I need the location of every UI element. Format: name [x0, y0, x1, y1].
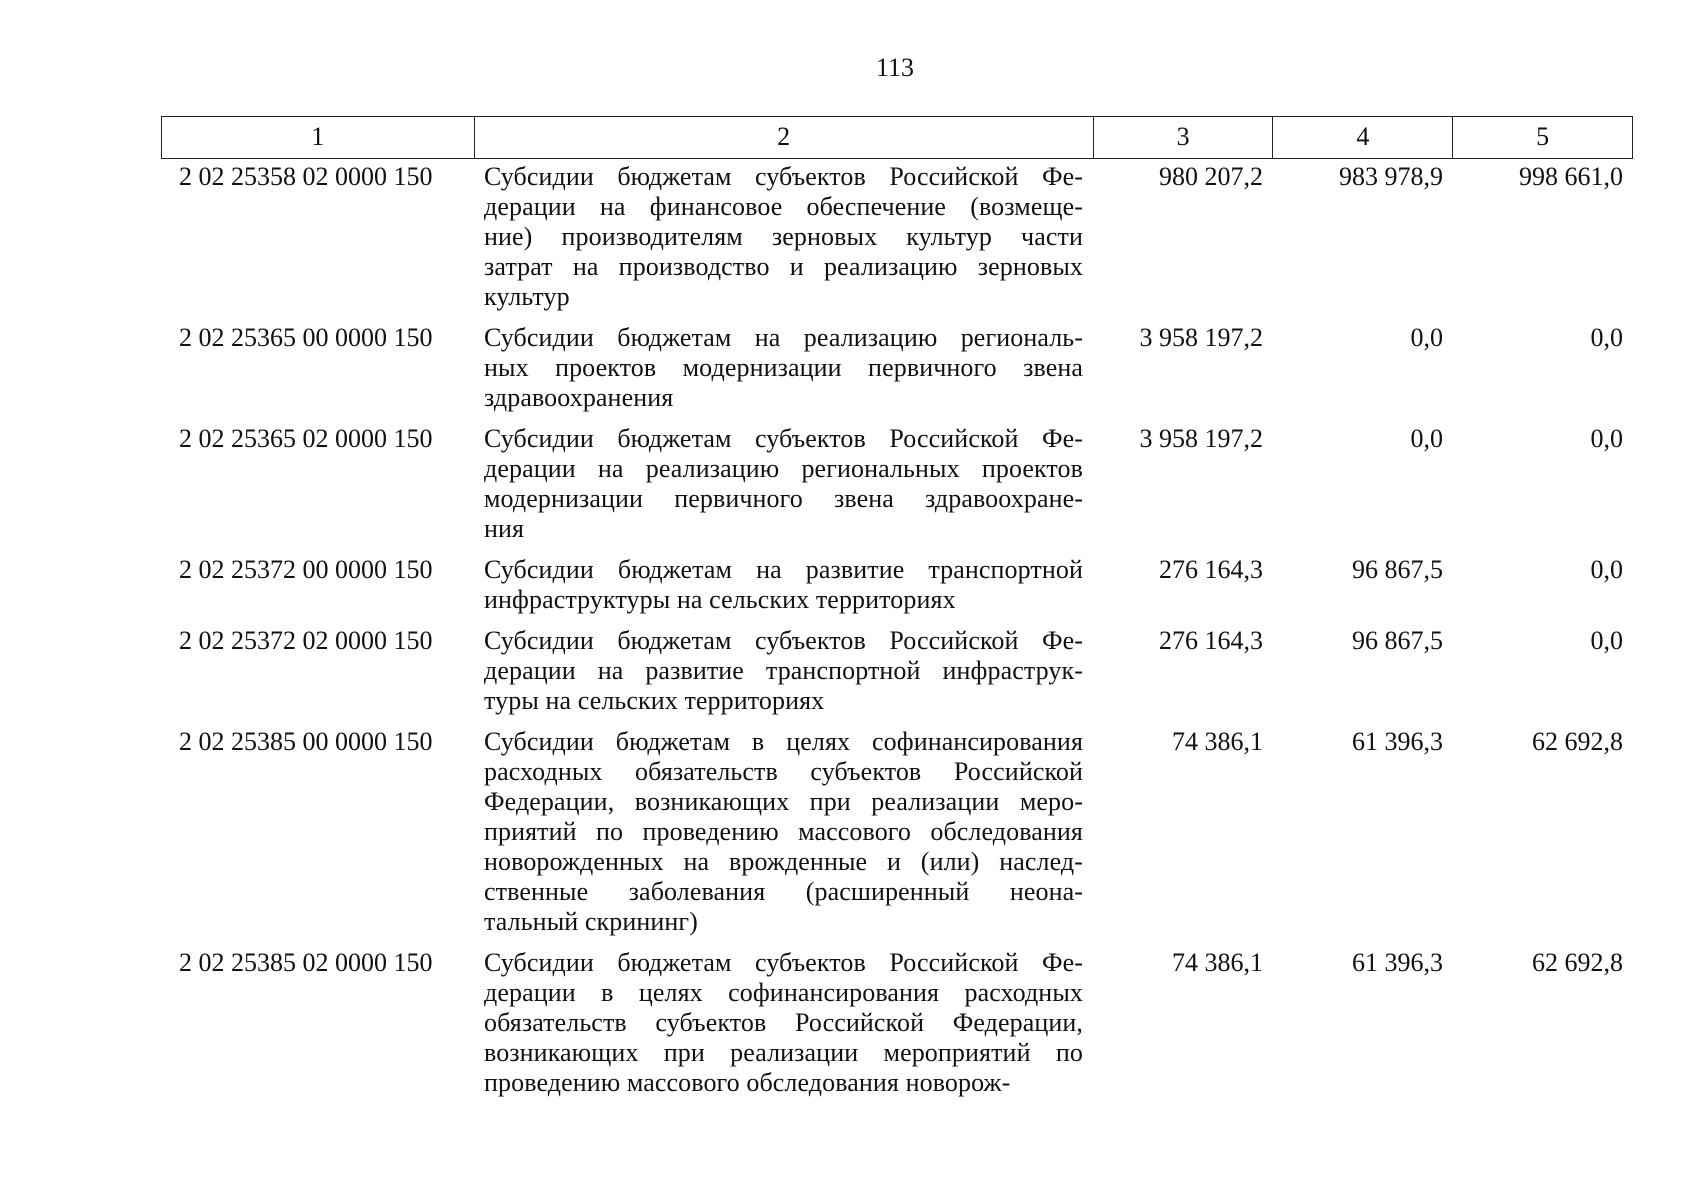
amount-cell-col-5: 0,0	[1590, 555, 1623, 584]
table-header-row	[161, 116, 1633, 159]
description-line: ния	[484, 514, 525, 543]
amount-cell-col-4: 96 867,5	[1352, 555, 1443, 584]
table-row	[161, 162, 1633, 312]
description-line: Федерации, возникающих при реализации меро-	[484, 787, 1083, 816]
description-cell	[473, 424, 1093, 544]
budget-code-cell: 2 02 25385 02 0000 150	[179, 948, 433, 977]
description-cell	[473, 948, 1093, 1098]
amount-cell-col-4: 61 396,3	[1352, 727, 1443, 756]
description-line: ственные заболевания (расширенный неона-	[484, 877, 1083, 906]
table-row	[161, 948, 1633, 1098]
amount-cell-col-4: 96 867,5	[1352, 626, 1443, 655]
description-line: туры на сельских территориях	[484, 686, 825, 715]
description-line: здравоохранения	[484, 383, 674, 412]
table-body	[161, 159, 1633, 1098]
amount-cell-col-4: 0,0	[1410, 424, 1443, 453]
amount-cell-col-4: 61 396,3	[1352, 948, 1443, 977]
column-header-5: 5	[1452, 117, 1632, 158]
amount-cell-col-3: 276 164,3	[1159, 555, 1263, 584]
description-line: расходных обязательств субъектов Российской	[484, 757, 1083, 786]
description-line: дерации на развитие транспортной инфраструк-	[484, 656, 1083, 685]
budget-table	[161, 116, 1633, 1109]
budget-code-cell: 2 02 25385 00 0000 150	[179, 727, 433, 756]
description-line: культур	[484, 282, 570, 311]
amount-cell-col-5: 0,0	[1590, 626, 1623, 655]
budget-code-cell: 2 02 25365 00 0000 150	[179, 323, 433, 352]
amount-cell-col-4: 983 978,9	[1339, 162, 1443, 191]
amount-cell-col-5: 62 692,8	[1532, 948, 1623, 977]
description-line: Субсидии бюджетам субъектов Российской Фе-	[484, 162, 1083, 191]
column-header-3: 3	[1093, 117, 1273, 158]
table-row	[161, 727, 1633, 937]
column-header-2: 2	[474, 117, 1093, 158]
budget-code-cell: 2 02 25358 02 0000 150	[179, 162, 433, 191]
description-line: Субсидии бюджетам на развитие транспортной	[484, 555, 1083, 584]
budget-code-cell: 2 02 25372 00 0000 150	[179, 555, 433, 584]
amount-cell-col-5: 0,0	[1590, 323, 1623, 352]
column-header-1: 1	[311, 122, 325, 151]
description-cell	[473, 323, 1093, 413]
description-line: приятий по проведению массового обследования	[484, 817, 1083, 846]
description-cell	[473, 626, 1093, 716]
description-line: обязательств субъектов Российской Федерации,	[484, 1008, 1083, 1037]
amount-cell-col-3: 3 958 197,2	[1139, 323, 1263, 352]
budget-code-cell: 2 02 25372 02 0000 150	[179, 626, 433, 655]
description-line: модернизации первичного звена здравоохране-	[484, 484, 1083, 513]
column-header-4: 4	[1272, 117, 1452, 158]
description-line: проведению массового обследования новорож-	[484, 1068, 1011, 1097]
table-row	[161, 555, 1633, 615]
description-line: инфраструктуры на сельских территориях	[484, 585, 956, 614]
description-cell	[473, 162, 1093, 312]
description-line: дерации на финансовое обеспечение (возмеще-	[484, 192, 1083, 221]
description-line: Субсидии бюджетам субъектов Российской Фе-	[484, 948, 1083, 977]
description-line: тальный скрининг)	[484, 907, 698, 936]
amount-cell-col-5: 998 661,0	[1519, 162, 1623, 191]
description-line: дерации на реализацию региональных проектов	[484, 454, 1083, 483]
amount-cell-col-4: 0,0	[1410, 323, 1443, 352]
description-line: ных проектов модернизации первичного звена	[484, 353, 1083, 382]
description-line: затрат на производство и реализацию зерновых	[484, 252, 1083, 281]
table-row	[161, 626, 1633, 716]
amount-cell-col-3: 980 207,2	[1159, 162, 1263, 191]
budget-code-cell: 2 02 25365 02 0000 150	[179, 424, 433, 453]
table-row	[161, 424, 1633, 544]
amount-cell-col-3: 276 164,3	[1159, 626, 1263, 655]
description-line: Субсидии бюджетам субъектов Российской Фе-	[484, 424, 1083, 453]
table-row	[161, 323, 1633, 413]
description-line: возникающих при реализации мероприятий по	[484, 1038, 1083, 1067]
amount-cell-col-3: 74 386,1	[1172, 948, 1263, 977]
page-number: 113	[875, 53, 915, 82]
description-line: дерации в целях софинансирования расходных	[484, 978, 1083, 1007]
description-line: Субсидии бюджетам субъектов Российской Фе-	[484, 626, 1083, 655]
description-line: Субсидии бюджетам на реализацию региональ-	[484, 323, 1083, 352]
description-cell	[473, 727, 1093, 937]
amount-cell-col-3: 3 958 197,2	[1139, 424, 1263, 453]
amount-cell-col-3: 74 386,1	[1172, 727, 1263, 756]
description-line: новорожденных на врожденные и (или) наслед-	[484, 847, 1083, 876]
description-cell	[473, 555, 1093, 615]
description-line: ние) производителям зерновых культур части	[484, 222, 1083, 251]
description-line: Субсидии бюджетам в целях софинансирования	[484, 727, 1083, 756]
amount-cell-col-5: 62 692,8	[1532, 727, 1623, 756]
amount-cell-col-5: 0,0	[1590, 424, 1623, 453]
